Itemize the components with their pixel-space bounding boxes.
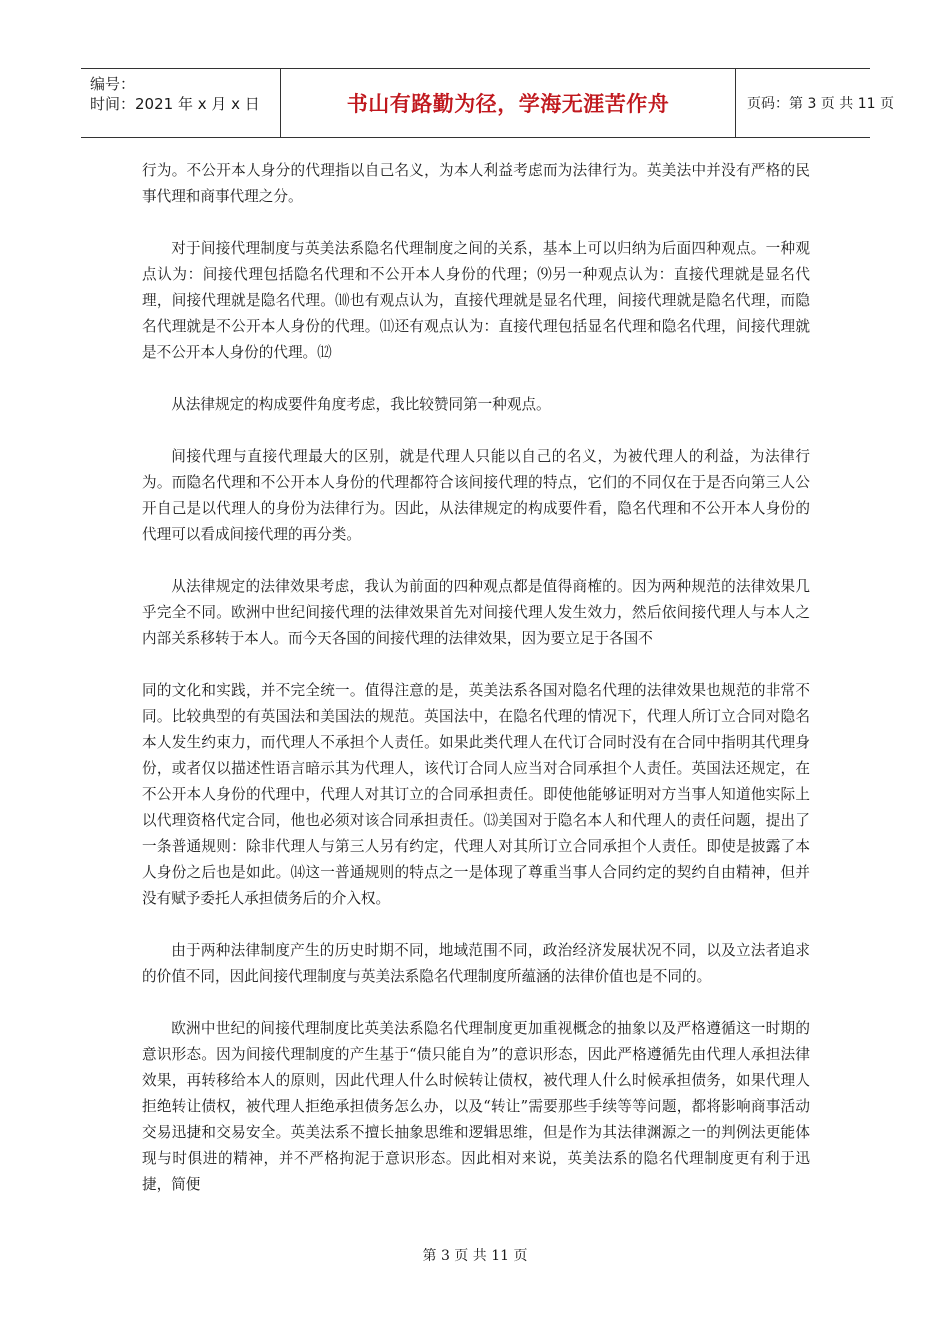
page-header (81, 68, 894, 138)
header-motto: 书山有路勤为径，学海无涯苦作舟 (346, 92, 670, 116)
paragraph: 间接代理与直接代理最大的区别，就是代理人只能以自己的名义，为被代理人的利益，为法律行为。而隐名代理和不公开本人身份的代理都符合该间接代理的特点，它们的不同仅在于是否向第三人公开自己是以代理人的身份为法律行为。因此，从法律规定的构成要件看，隐名代理和不公开本人身份的代理可以看成间接代理的再分类。 (142, 448, 810, 543)
paragraph: 欧洲中世纪的间接代理制度比英美法系隐名代理制度更加重视概念的抽象以及严格遵循这一时期的意识形态。因为间接代理制度的产生基于“债只能自为”的意识形态，因此严格遵循先由代理人承担法律效果，再转移给本人的原则，因此代理人什么时候转让债权，被代理人什么时候承担债务，如果代理人拒绝转让债权，被代理人拒绝承担债务怎么办，以及“转让”需要那些手续等等问题，都将影响商事活动交易迅捷和交易安全。英美法系不擅长抽象思维和逻辑思维，但是作为其法律渊源之一的判例法更能体现与时俱进的精神，并不严格拘泥于意识形态。因此相对来说，英美法系的隐名代理制度更有利于迅捷，简便 (142, 1020, 810, 1193)
paragraph: 对于间接代理制度与英美法系隐名代理制度之间的关系，基本上可以归纳为后面四种观点。一种观点认为：间接代理包括隐名代理和不公开本人身份的代理；⑼另一种观点认为：直接代理就是显名代理，间接代理就是隐名代理。⑽也有观点认为，直接代理就是显名代理，间接代理就是隐名代理，而隐名代理就是不公开本人身份的代理。⑾还有观点认为：直接代理包括显名代理和隐名代理，间接代理就是不公开本人身份的代理。⑿ (142, 240, 810, 361)
document-number-label: 编号： (90, 75, 136, 93)
document-body (142, 158, 810, 1224)
document-date: 时间：2021 年 x 月 x 日 (90, 95, 260, 113)
paragraph: 从法律规定的法律效果考虑，我认为前面的四种观点都是值得商榷的。因为两种规范的法律效果几乎完全不同。欧洲中世纪间接代理的法律效果首先对间接代理人发生效力，然后依间接代理人与本人之内部关系移转于本人。而今天各国的间接代理的法律效果，因为要立足于各国不 (142, 578, 810, 647)
header-meta (81, 69, 281, 137)
paragraph: 同的文化和实践，并不完全统一。值得注意的是，英美法系各国对隐名代理的法律效果也规范的非常不同。比较典型的有英国法和美国法的规范。英国法中，在隐名代理的情况下，代理人所订立合同对隐名本人发生约束力，而代理人不承担个人责任。如果此类代理人在代订合同时没有在合同中指明其代理身份，或者仅以描述性语言暗示其为代理人，该代订合同人应当对合同承担个人责任。英国法还规定，在不公开本人身份的代理中，代理人对其订立的合同承担责任。即使他能够证明对方当事人知道他实际上以代理资格代定合同，他也必须对该合同承担责任。⒀美国对于隐名本人和代理人的责任问题，提出了一条普通规则：除非代理人与第三人另有约定，代理人对其所订立合同承担个人责任。即使是披露了本人身份之后也是如此。⒁这一普通规则的特点之一是体现了尊重当事人合同约定的契约自由精神，但并没有赋予委托人承担债务后的介入权。 (142, 682, 810, 907)
page-footer: 第 3 页 共 11 页 (422, 1248, 528, 1264)
paragraph: 行为。不公开本人身分的代理指以自己名义，为本人利益考虑而为法律行为。英美法中并没有严格的民事代理和商事代理之分。 (142, 162, 810, 205)
paragraph: 从法律规定的构成要件角度考虑，我比较赞同第一种观点。 (171, 396, 551, 413)
paragraph: 由于两种法律制度产生的历史时期不同，地域范围不同，政治经济发展状况不同，以及立法者追求的价值不同，因此间接代理制度与英美法系隐名代理制度所蕴涵的法律价值也是不同的。 (142, 942, 810, 985)
header-motto-cell (281, 69, 736, 137)
header-page-info: 页码：第 3 页 共 11 页 (747, 96, 894, 112)
